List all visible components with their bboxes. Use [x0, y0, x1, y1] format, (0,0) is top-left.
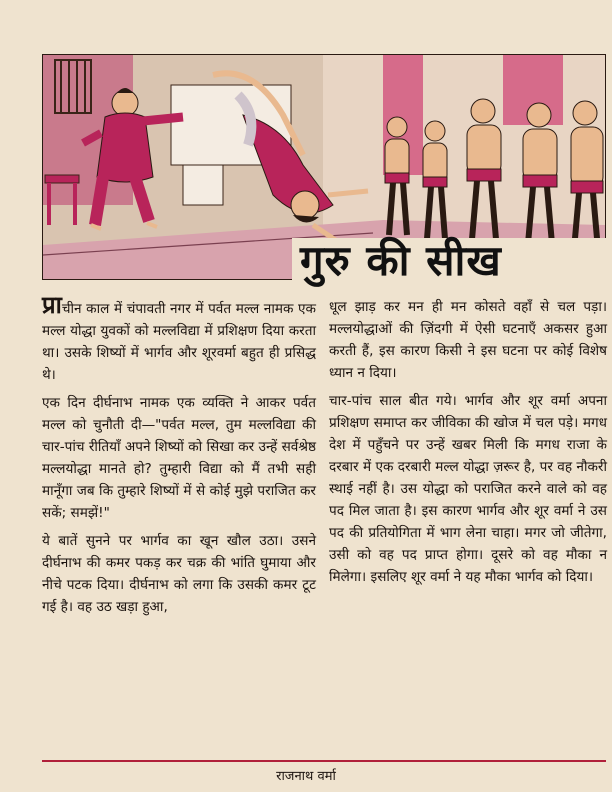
- paragraph: चार-पांच साल बीत गये। भार्गव और शूर वर्मा अपना प्रशिक्षण समाप्त कर जीविका की खोज में चल पड़े। मगध देश में पहुँचने पर उन्हें खबर मिली कि मगध राजा के दरबार में एक दरबारी मल्ल योद्धा ज़रूर है, पर वह नौकरी स्थाई नहीं है। उस योद्धा को पराजित करने वाले को वह पद मिल जाता है। इस कारण भार्गव और शूर वर्मा ने उस पद की प्रतियोगिता में भाग लेना चाहा। मगर जो जीतेगा, उसी को वह पद प्राप्त होगा। दूसरे को वह मौका न मिलेगा। इसलिए शूर वर्मा ने यह मौका भार्गव को दिया।: [329, 393, 607, 585]
- left-column: [42, 291, 316, 624]
- paragraph: एक दिन दीर्घनाभ नामक एक व्यक्ति ने आकर पर्वत मल्ल को चुनौती दी—"पर्वत मल्ल, तुम मल्लविद्या की चार-पांच रीतियाँ अपने शिष्यों को सिखा कर उन्हें सर्वश्रेष्ठ मल्लयोद्धा मानते हो? तुम्हारी विद्या को मैं तभी सही मानूँगा जब कि तुम्हारे शिष्यों में से कोई मुझे पराजित कर सकें; समझें!": [42, 395, 316, 521]
- paragraph-text: चीन काल में चंपावती नगर में पर्वत मल्ल नामक एक मल्ल योद्धा युवकों को मल्लविद्या में प्रशिक्षण दिया करता था। उसके शिष्यों में भार्गव और शूरवर्मा बहुत ही प्रसिद्ध थे।: [42, 301, 316, 383]
- paragraph: ये बातें सुनने पर भार्गव का खून खौल उठा। उसने दीर्घनाभ की कमर पकड़ कर चक्र की भांति घुमाया और नीचे पटक दिया। दीर्घनाभ को लगा कि उसकी कमर टूट गई है। वह उठ खड़ा हुआ,: [42, 533, 316, 615]
- paragraph: धूल झाड़ कर मन ही मन कोसते वहाँ से चल पड़ा। मल्लयोद्धाओं की ज़िंदगी में ऐसी घटनाएँ अकसर हुआ करती हैं, इस कारण किसी ने इस घटना पर कोई विशेष ध्यान न दिया।: [329, 299, 607, 381]
- author-byline: राजनाथ वर्मा: [276, 769, 336, 784]
- story-title: गुरु की सीख: [300, 236, 502, 285]
- divider-rule: [42, 760, 606, 762]
- drop-cap: प्रा: [42, 291, 62, 319]
- right-column: [329, 296, 607, 594]
- paragraph: [42, 291, 316, 386]
